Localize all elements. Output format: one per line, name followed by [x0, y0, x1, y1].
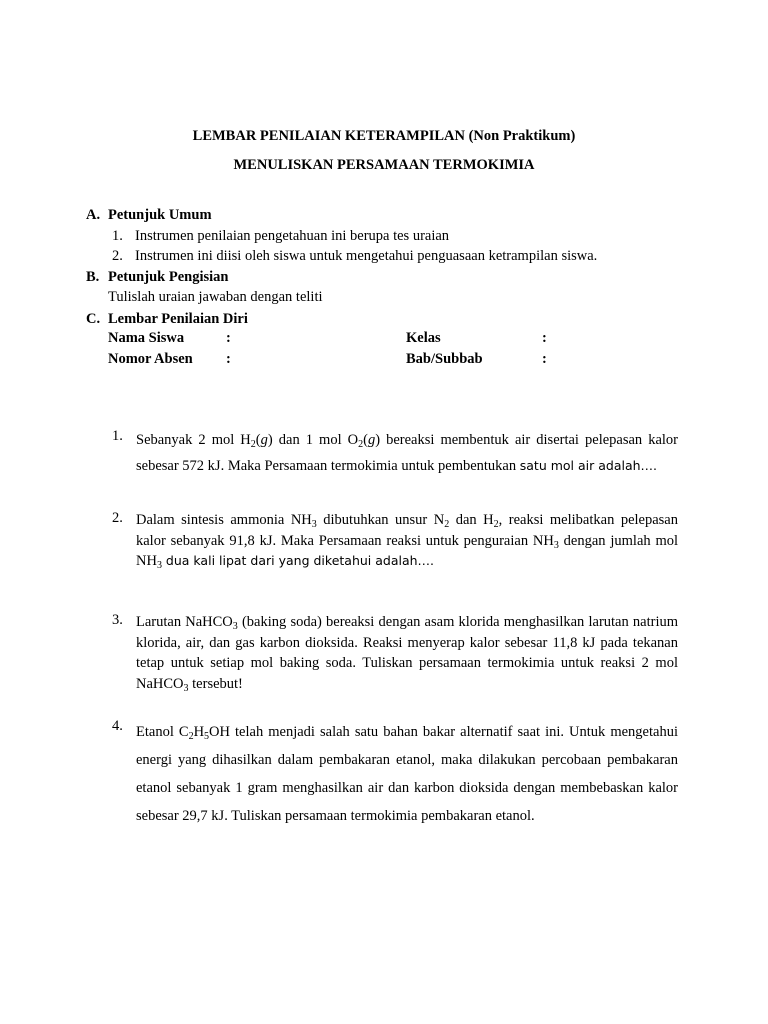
kelas-label: Kelas	[406, 330, 441, 346]
section-c-marker: C.	[86, 311, 101, 327]
list-item: Instrumen penilaian pengetahuan ini berupa tes uraian	[135, 228, 450, 244]
nomor-absen-label: Nomor Absen	[108, 351, 193, 367]
question-text: Sebanyak 2 mol $H_2(g)$ dan 1 mol $O_2(g)$ bereaksi membentuk air disertai pelepasan kalor sebesar 572 kJ. Maka Persamaan termokimia untuk pembentukan satu mol air adalah….	[136, 432, 679, 474]
section-b-marker: B.	[86, 269, 100, 285]
question-3	[112, 612, 678, 694]
question-1	[112, 428, 678, 479]
nama-siswa-label: Nama Siswa	[108, 330, 185, 346]
section-a-heading: Petunjuk Umum	[108, 207, 212, 223]
nomor-absen-colon: :	[226, 351, 231, 367]
document-subtitle: MENULISKAN PERSAMAAN TERMOKIMIA	[233, 157, 535, 173]
nama-siswa-colon: :	[226, 330, 231, 346]
question-2	[112, 510, 678, 572]
bab-subbab-colon: :	[542, 351, 547, 367]
question-text: Etanol $C_2H_5OH$ telah menjadi salah satu bahan bakar alternatif saat ini. Untuk mengetahui energi yang dihasilkan dalam pembakaran etanol, maka dilakukan percobaan pembakaran etanol sebanyak 1 gram menghasilkan air dan karbon dioksida dengan membebaskan kalor sebesar 29,7 kJ. Tuliskan persamaan termokimia pembakaran etanol.	[136, 724, 678, 824]
section-b-text: Tulislah uraian jawaban dengan teliti	[108, 289, 323, 305]
section-b-heading: Petunjuk Pengisian	[108, 269, 229, 285]
question-number: 4.	[112, 718, 123, 734]
kelas-colon: :	[542, 330, 547, 346]
bab-subbab-label: Bab/Subbab	[406, 351, 483, 367]
document-title: LEMBAR PENILAIAN KETERAMPILAN (Non Praktikum)	[192, 128, 576, 144]
question-number: 3.	[112, 612, 123, 628]
question-text: Dalam sintesis ammonia $NH_3$ dibutuhkan unsur $N_2$ dan $H_2$, reaksi melibatkan pelepasan kalor sebanyak 91,8 kJ. Maka Persamaan reaksi untuk penguraian $NH_3$ dengan jumlah mol $NH_3$ dua kali lipat dari yang diketahui adalah….	[136, 512, 679, 571]
list-item-number: 2.	[112, 248, 123, 264]
question-number: 2.	[112, 510, 123, 526]
section-a-marker: A.	[86, 207, 101, 223]
list-item: Instrumen ini diisi oleh siswa untuk mengetahui penguasaan ketrampilan siswa.	[135, 248, 598, 264]
question-4	[112, 718, 678, 830]
question-number: 1.	[112, 428, 123, 444]
section-c-heading: Lembar Penilaian Diri	[108, 311, 248, 327]
list-item-number: 1.	[112, 228, 123, 244]
question-text: Larutan NaHCO$_3$ (baking soda) bereaksi dengan asam klorida menghasilkan larutan natrium klorida, air, dan gas karbon dioksida. Reaksi menyerap kalor sebesar 11,8 kJ pada tekanan tetap untuk setiap mol baking soda. Tuliskan persamaan termokimia untuk reaksi 2 mol NaHCO$_3$ tersebut!	[136, 614, 679, 694]
